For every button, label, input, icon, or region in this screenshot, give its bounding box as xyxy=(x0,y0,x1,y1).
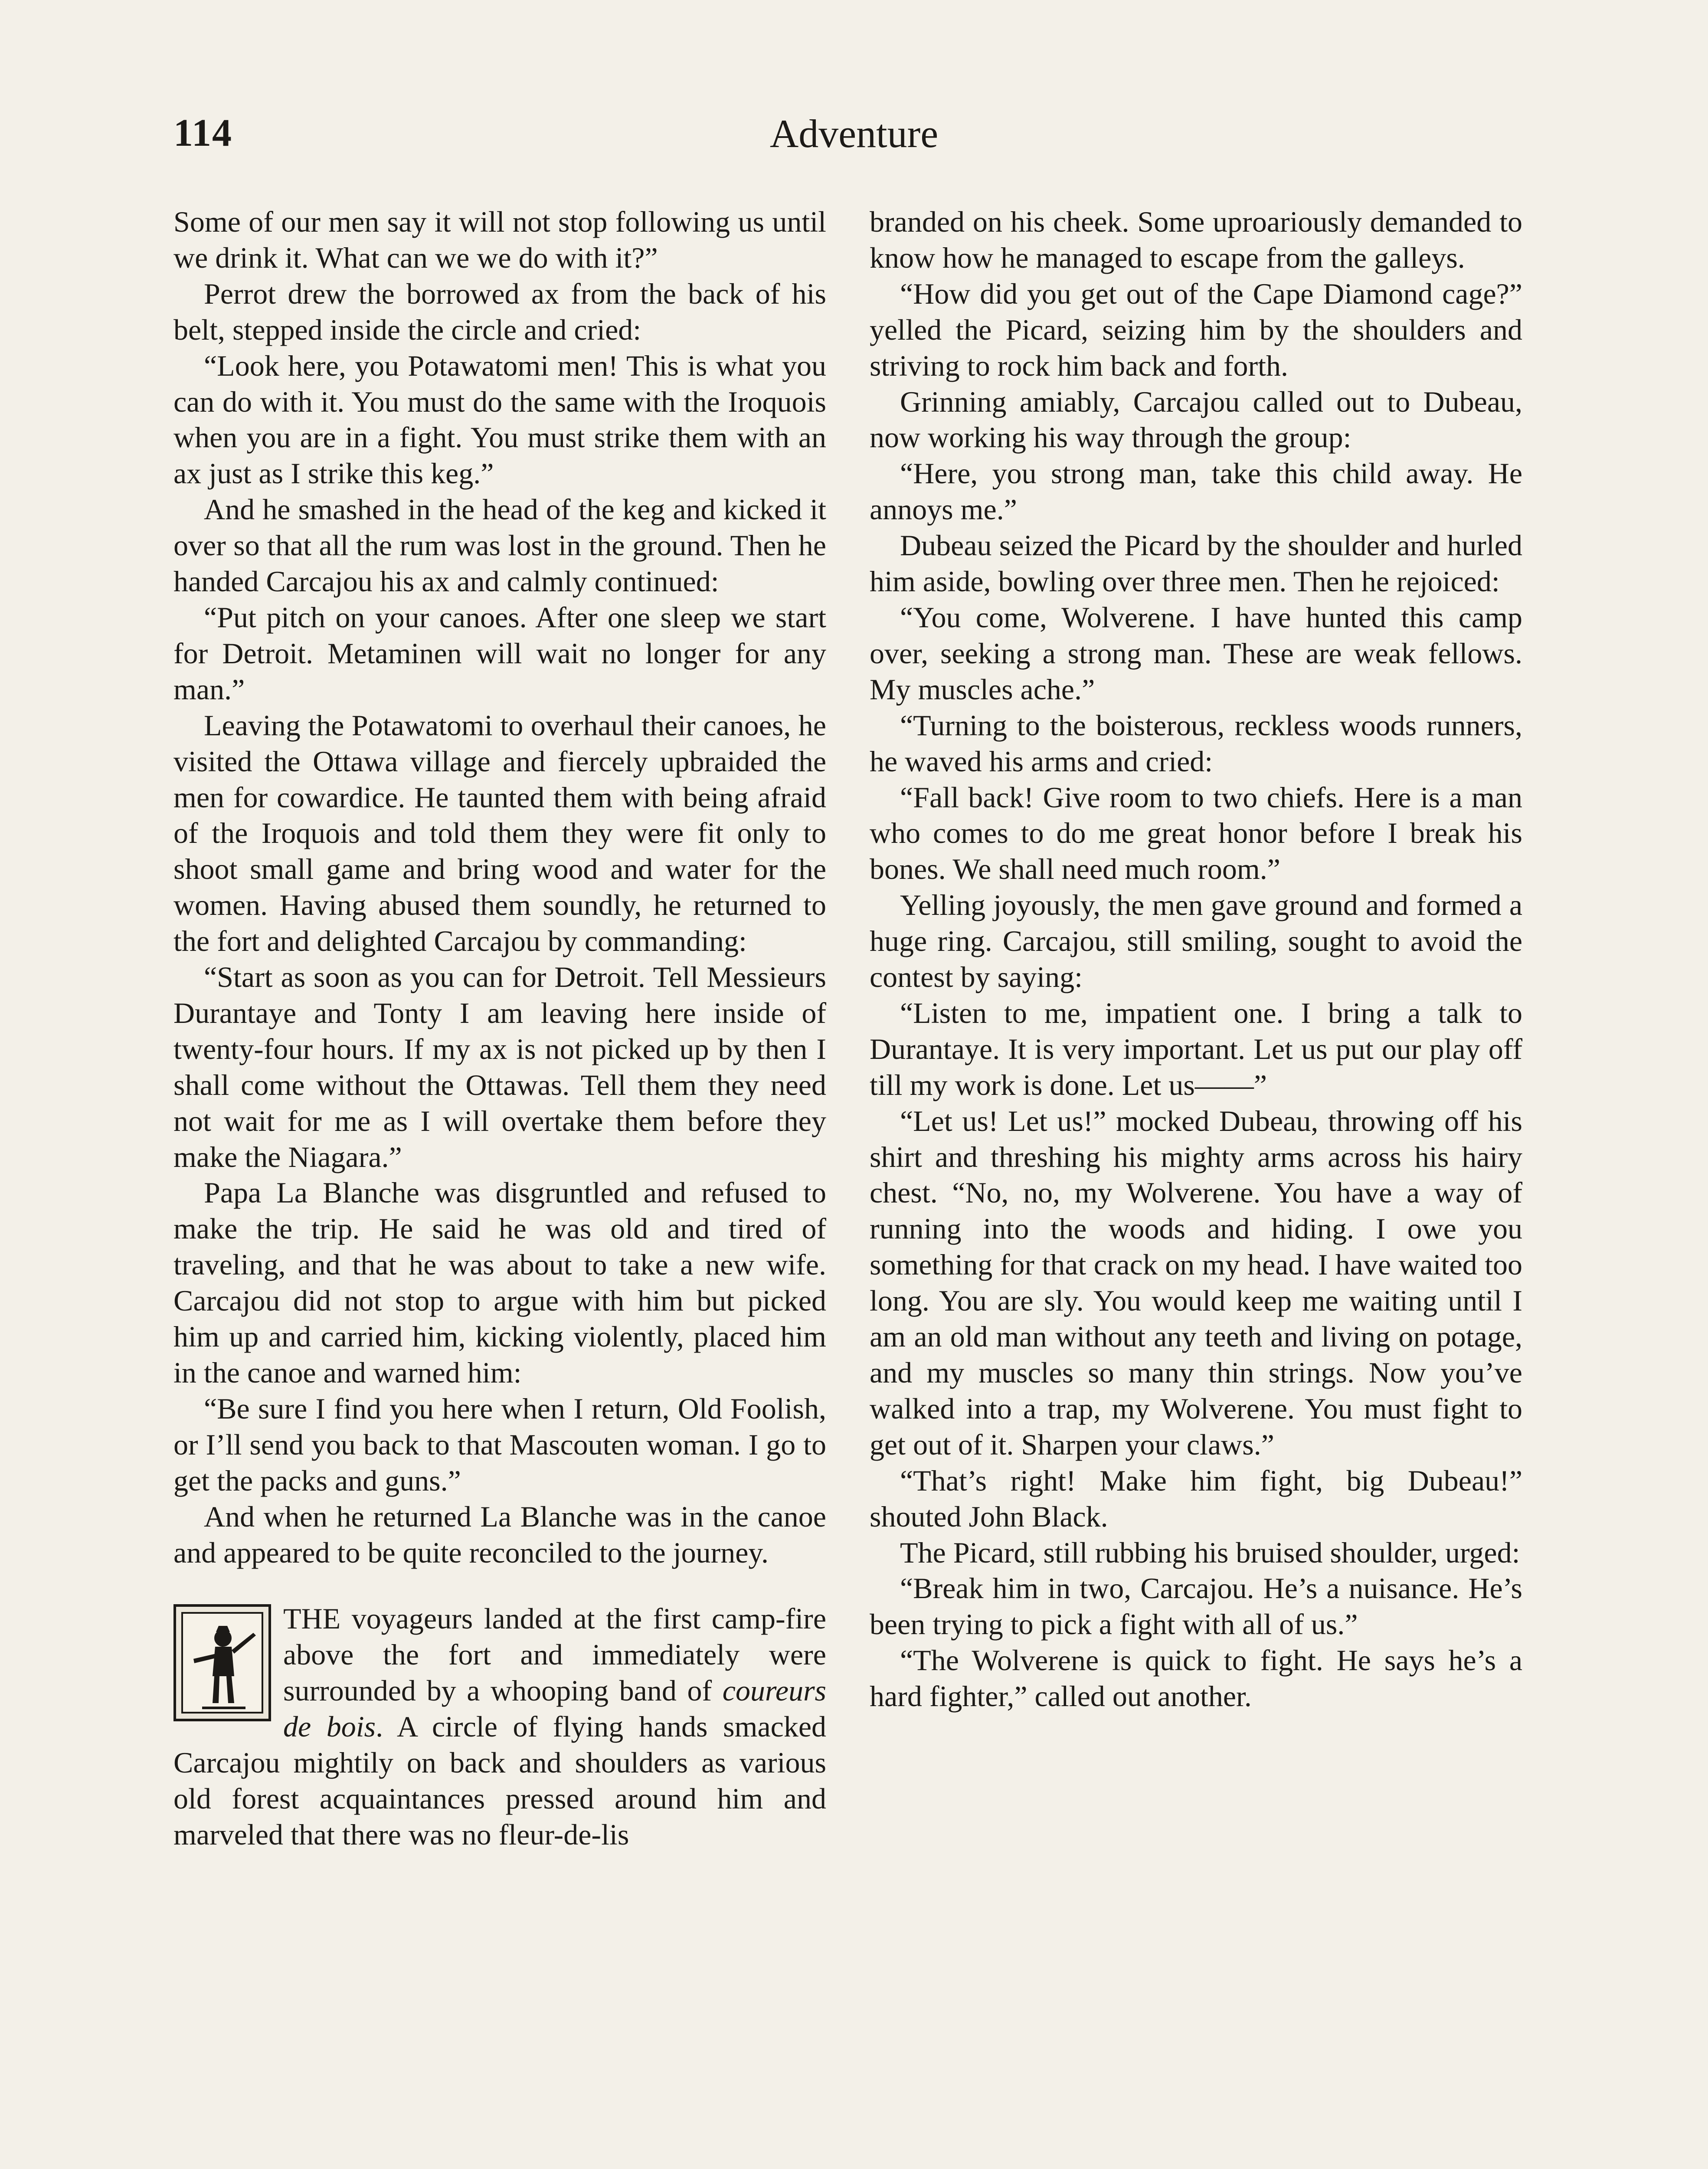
paragraph: “Put pitch on your canoes. After one sleep we start for Detroit. Metaminen will wait no longer for any man.” xyxy=(173,600,826,706)
paragraph: “Start as soon as you can for Detroit. Tell Messieurs Durantaye and Tonty I am leaving here inside of twenty-four hours. If my ax is not picked up by then I shall come without the Ottawas. Tell them they need not wait for me as I will overtake them before they make the Niagara.” xyxy=(173,960,826,1173)
paragraph: Papa La Blanche was disgruntled and refused to make the trip. He said he was old and tired of traveling, and that he was about to take a new wife. Carcajou did not stop to argue with him but picked him up and carried him, kicking violently, placed him in the canoe and warned him: xyxy=(173,1176,826,1389)
paragraph: “How did you get out of the Cape Diamond cage?” yelled the Picard, seizing him by the shoulders and striving to rock him back and forth. xyxy=(870,277,1522,382)
drop-cap-illustration xyxy=(173,1604,271,1721)
paragraph: Leaving the Potawatomi to overhaul their canoes, he visited the Ottawa village and fiercely upbraided the men for cowardice. He taunted them with being afraid of the Iroquois and told them they were fit only to shoot small game and bring wood and water for the women. Having abused them soundly, he returned to the fort and delighted Carcajou by commanding: xyxy=(173,708,826,958)
paragraph: And when he returned La Blanche was in the canoe and appeared to be quite reconciled to the journey. xyxy=(173,1500,826,1569)
paragraph: Yelling joyously, the men gave ground and formed a huge ring. Carcajou, still smiling, sought to avoid the contest by saying: xyxy=(870,888,1522,994)
paragraph: “Let us! Let us!” mocked Dubeau, throwing off his shirt and threshing his mighty arms across his hairy chest. “No, no, my Wolverene. You have a way of running into the woods and hiding. I owe you something for that crack on my head. I have waited too long. You are sly. You would keep me waiting until I am an old man without any teeth and living on potage, and my muscles so many thin strings. Now you’ve walked into a trap, my Wolverene. You must fight to get out of it. Sharpen your claws.” xyxy=(870,1104,1522,1461)
paragraph: “Here, you strong man, take this child away. He annoys me.” xyxy=(870,457,1522,526)
section-break xyxy=(173,1570,826,1601)
paragraph: Grinning amiably, Carcajou called out to Dubeau, now working his way through the group: xyxy=(870,385,1522,454)
paragraph: branded on his cheek. Some uproariously demanded to know how he managed to escape from the galleys. xyxy=(870,205,1522,274)
paragraph: “Listen to me, impatient one. I bring a talk to Durantaye. It is very important. Let us put our play off till my work is done. Let us——” xyxy=(870,996,1522,1101)
paragraph: The Picard, still rubbing his bruised shoulder, urged: xyxy=(900,1536,1520,1569)
right-column xyxy=(870,204,1522,1714)
paragraph: “Turning to the boisterous, reckless woods runners, he waved his arms and cried: xyxy=(870,708,1522,778)
running-title: Adventure xyxy=(769,111,939,156)
paragraph: “You come, Wolverene. I have hunted this camp over, seeking a strong man. These are weak fellows. My muscles ache.” xyxy=(870,600,1522,706)
left-column xyxy=(173,204,826,1853)
paragraph: “Look here, you Potawatomi men! This is what you can do with it. You must do the same with the Iroquois when you are in a fight. You must strike them with an ax just as I strike this keg.” xyxy=(173,349,826,490)
paragraph: Dubeau seized the Picard by the shoulder and hurled him aside, bowling over three men. Then he rejoiced: xyxy=(870,529,1522,598)
paragraph: “That’s right! Make him fight, big Dubeau!” shouted John Black. xyxy=(870,1464,1522,1533)
paragraph: “Be sure I find you here when I return, Old Foolish, or I’ll send you back to that Mascouten woman. I go to get the packs and guns.” xyxy=(173,1392,826,1497)
paragraph: “Break him in two, Carcajou. He’s a nuisance. He’s been trying to pick a fight with all of us.” xyxy=(870,1572,1522,1641)
section-opening-paragraph: THE voyageurs landed at the first camp-fire above the fort and immediately were surrounded by a whooping band of coureurs de bois. A circle of flying hands smacked Carcajou mightily on back and shoulders as various old forest acquaintances pressed around him and marveled that there was no fleur-de-lis xyxy=(173,1602,826,1851)
page-number: 114 xyxy=(173,111,233,154)
paragraph: “The Wolverene is quick to fight. He says he’s a hard fighter,” called out another. xyxy=(870,1644,1522,1713)
italic-phrase: coureurs de bois xyxy=(283,1674,826,1743)
woodsman-figure-icon xyxy=(176,1607,268,1719)
paragraph: “Fall back! Give room to two chiefs. Here is a man who comes to do me great honor before I break his bones. We shall need much room.” xyxy=(870,780,1522,886)
page-header xyxy=(173,111,1535,163)
paragraph: Some of our men say it will not stop following us until we drink it. What can we we do with it?” xyxy=(173,205,826,274)
paragraph: And he smashed in the head of the keg and kicked it over so that all the rum was lost in the ground. Then he handed Carcajou his ax and calmly continued: xyxy=(173,493,826,598)
paragraph: Perrot drew the borrowed ax from the back of his belt, stepped inside the circle and cried: xyxy=(173,277,826,346)
